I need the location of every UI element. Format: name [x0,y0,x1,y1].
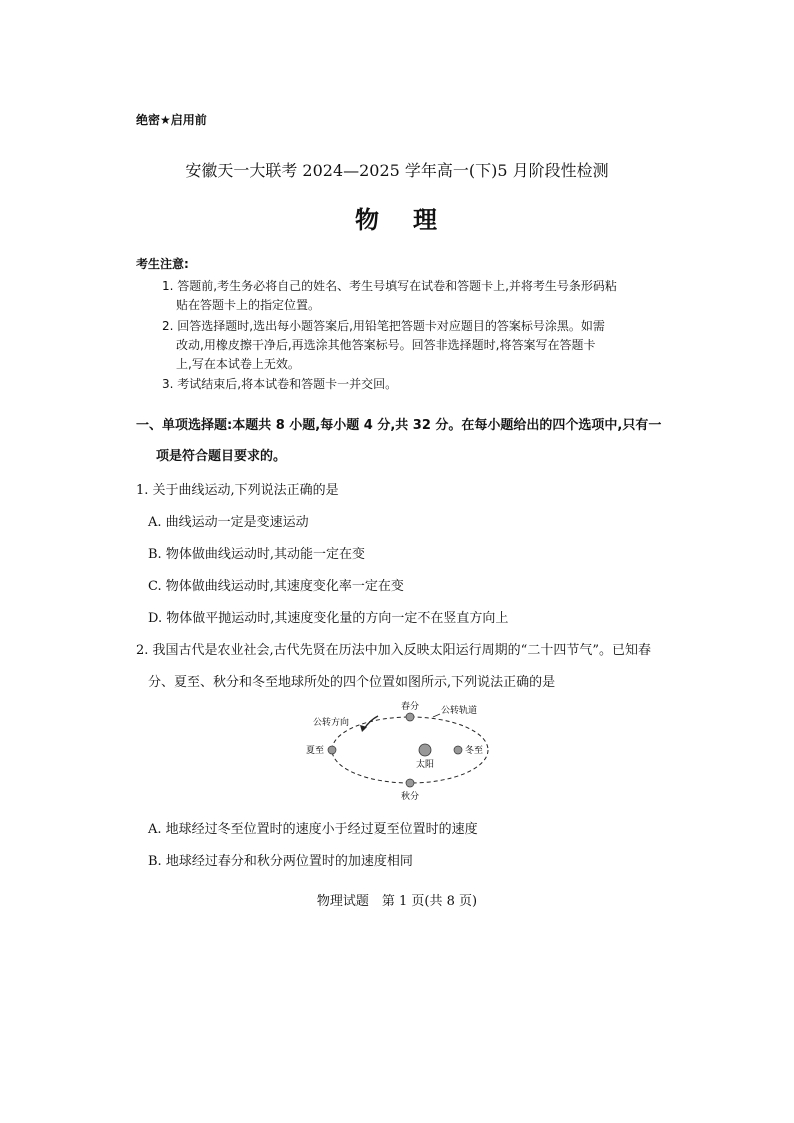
notice-line: 1. 答题前,考生务必将自己的姓名、考生号填写在试卷和答题卡上,并将考生号条形码粘 [162,279,617,293]
question-2-stem-cont: 分、夏至、秋分和冬至地球所处的四个位置如图所示,下列说法正确的是 [148,675,556,690]
section-heading: 一、单项选择题:本题共 8 小题,每小题 4 分,共 32 分。在每小题给出的四个选项中,只有一 [136,418,662,433]
question-1-option-d: D. 物体做平抛运动时,其速度变化量的方向一定不在竖直方向上 [148,611,509,626]
question-2-option-a: A. 地球经过冬至位置时的速度小于经过夏至位置时的速度 [148,822,478,837]
notice-line: 贴在答题卡上的指定位置。 [176,298,321,312]
label-autumn: 秋分 [401,792,420,802]
notice-line: 3. 考试结束后,将本试卷和答题卡一并交回。 [162,377,398,391]
notice-line: 2. 回答选择题时,选出每小题答案后,用铅笔把答题卡对应题目的答案标号涂黑。如需 [162,319,605,333]
earth-summer-icon [328,746,336,754]
label-spring: 春分 [401,702,420,712]
label-winter: 冬至 [465,746,484,756]
label-direction: 公转方向 [313,718,350,728]
earth-spring-icon [406,713,414,721]
notice-line: 上,写在本试卷上无效。 [176,357,300,371]
orbit-leader-line [433,714,440,717]
question-1-stem: 1. 关于曲线运动,下列说法正确的是 [136,483,339,498]
question-1-option-a: A. 曲线运动一定是变速运动 [148,515,309,530]
question-2-stem: 2. 我国古代是农业社会,古代先贤在历法中加入反映太阳运行周期的“二十四节气”。已知春 [136,643,651,658]
orbit-figure [300,696,500,808]
earth-autumn-icon [406,779,414,787]
label-summer: 夏至 [306,746,325,756]
label-sun: 太阳 [416,760,435,770]
sun-icon [419,744,431,756]
subject-char-1: 物 [355,206,381,234]
subject-char-2: 理 [413,206,439,234]
notice-heading: 考生注意: [136,257,189,271]
notice-line: 改动,用橡皮擦干净后,再选涂其他答案标号。回答非选择题时,将答案写在答题卡 [176,338,596,352]
earth-winter-icon [454,746,462,754]
question-1-option-b: B. 物体做曲线运动时,其动能一定在变 [148,547,365,562]
section-heading-cont: 项是符合题目要求的。 [156,449,287,464]
page-footer: 物理试题 第 1 页(共 8 页) [316,894,478,909]
question-1-option-c: C. 物体做曲线运动时,其速度变化率一定在变 [148,579,404,594]
subject-title [0,200,794,235]
question-2-option-b: B. 地球经过春分和秋分两位置时的加速度相同 [148,854,413,869]
exam-title: 安徽天一大联考 2024—2025 学年高一(下)5 月阶段性检测 [185,161,609,180]
label-orbit: 公转轨道 [441,706,478,716]
confidential-mark: 绝密★启用前 [136,113,207,127]
